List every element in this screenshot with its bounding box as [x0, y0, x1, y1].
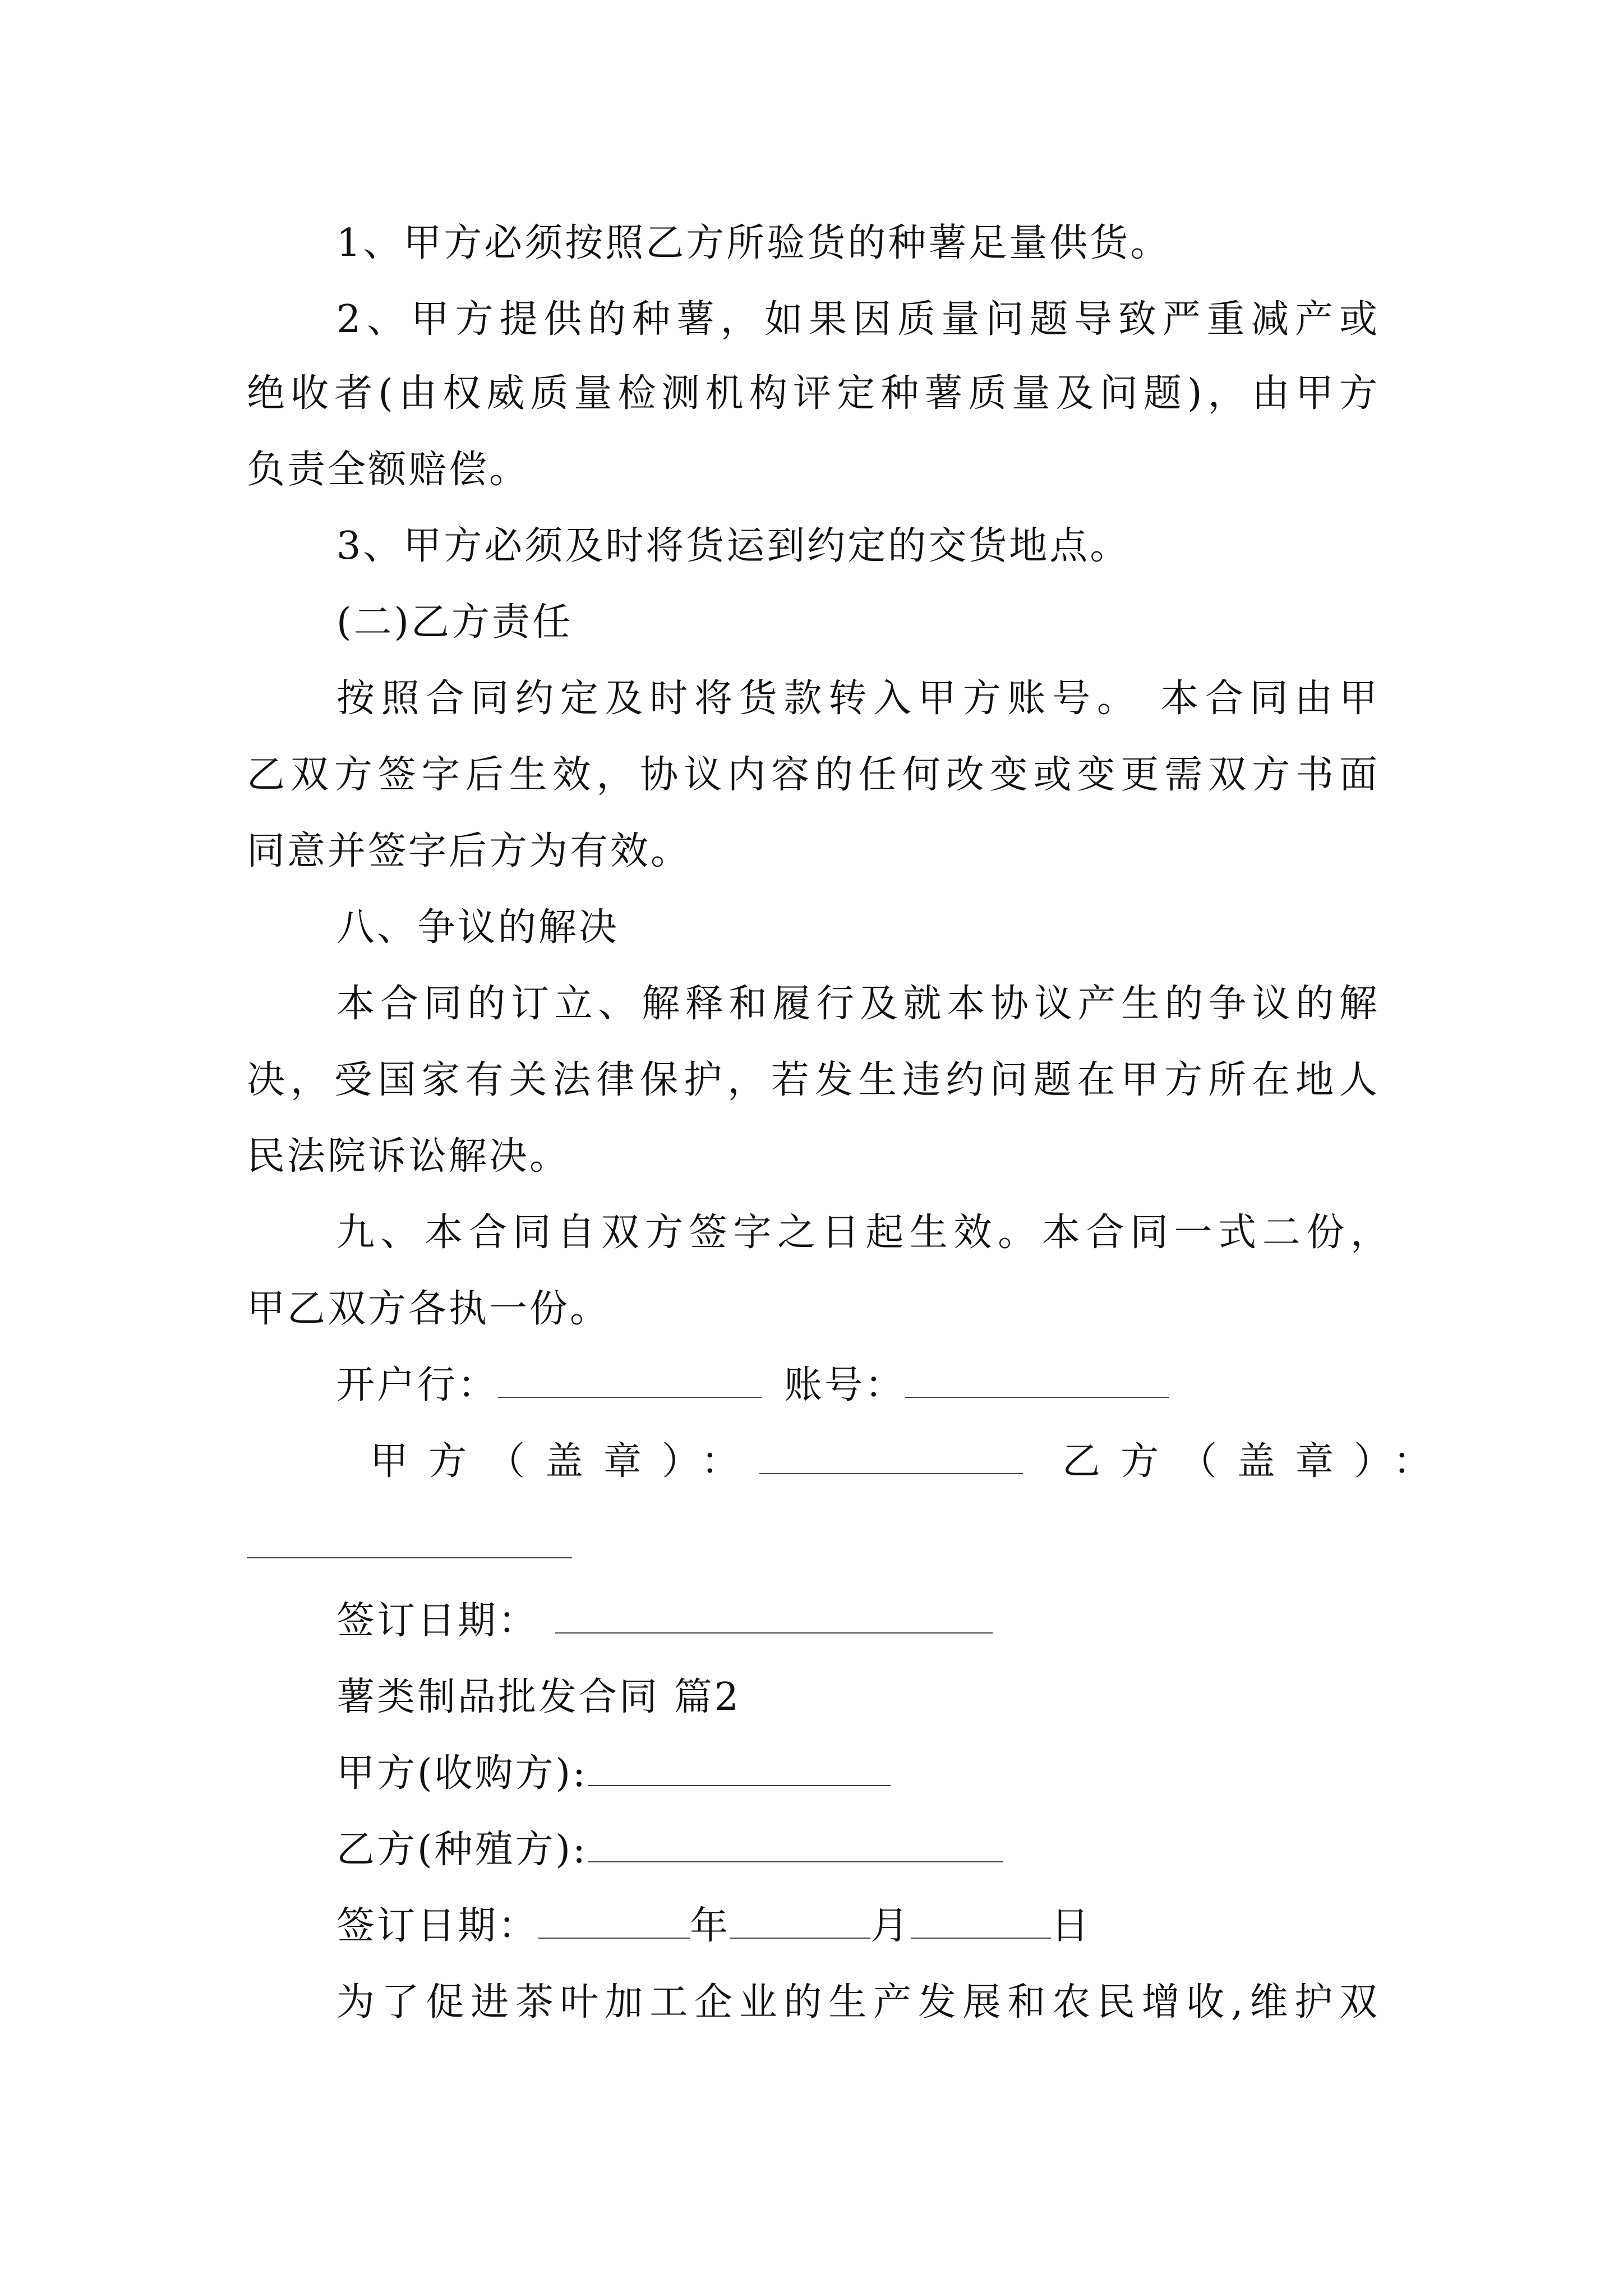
month-blank [730, 1903, 870, 1939]
year-label: 年 [690, 1904, 731, 1948]
bank-row [336, 1358, 1169, 1414]
bank-label: 开户行： [336, 1363, 499, 1407]
clause-3: 3、甲方必须及时将货运到约定的交货地点。 [336, 524, 1131, 568]
party-b-seal-blank [247, 1557, 572, 1558]
grower-label: 乙方(种殖方): [336, 1828, 588, 1872]
sign-date-blank [555, 1598, 993, 1634]
year-blank [538, 1903, 690, 1939]
section-title-2: 薯类制品批发合同 篇2 [336, 1675, 741, 1719]
heading-dispute: 八、争议的解决 [336, 905, 620, 950]
sign-date-row-2 [336, 1898, 1091, 1954]
clause-2-line-3: 负责全额赔偿。 [247, 448, 530, 492]
account-label: 账号： [784, 1363, 906, 1407]
clause-2-line-2: 绝收者(由权威质量检测机构评定种薯质量及问题)，由甲方 [247, 371, 1380, 416]
party-b-line-1: 按照合同约定及时将货款转入甲方账号。 本合同由甲 [336, 677, 1380, 721]
buyer-label: 甲方(收购方): [336, 1751, 588, 1796]
sign-date-label: 签订日期： [336, 1599, 539, 1643]
clause-2-line-1: 2、甲方提供的种薯，如果因质量问题导致严重减产或 [336, 297, 1380, 342]
party-a-seal-blank [759, 1438, 1023, 1474]
dispute-line-3: 民法院诉讼解决。 [247, 1134, 570, 1179]
dispute-line-1: 本合同的订立、解释和履行及就本协议产生的争议的解 [336, 982, 1380, 1026]
day-label: 日 [1051, 1904, 1092, 1948]
grower-blank [588, 1826, 1003, 1862]
clause-9-line-1: 九、本合同自双方签字之日起生效。本合同一式二份， [336, 1211, 1391, 1255]
dispute-line-2: 决，受国家有关法律保护，若发生违约问题在甲方所在地人 [247, 1058, 1380, 1102]
intro-line-1: 为了促进茶叶加工企业的生产发展和农民增收,维护双 [336, 1980, 1380, 2024]
heading-party-b-duty: (二)乙方责任 [336, 600, 573, 645]
buyer-row [336, 1746, 891, 1802]
month-label: 月 [870, 1904, 911, 1948]
clause-9-line-2: 甲乙双方各执一份。 [247, 1287, 611, 1331]
account-blank [905, 1362, 1169, 1398]
grower-row [336, 1822, 1003, 1878]
party-b-line-3: 同意并签字后方为有效。 [247, 829, 691, 873]
party-b-line-2: 乙双方签字后生效，协议内容的任何改变或变更需双方书面 [247, 753, 1380, 797]
day-blank [911, 1903, 1051, 1939]
party-a-seal-label: 甲方（盖章）： [370, 1439, 760, 1484]
clause-1: 1、甲方必须按照乙方所验货的种薯足量供货。 [336, 221, 1171, 265]
seal-row [370, 1434, 1451, 1490]
sign-date-label-2: 签订日期： [336, 1904, 539, 1948]
sign-date-row [336, 1593, 993, 1649]
buyer-blank [588, 1750, 891, 1786]
party-b-seal-label: 乙方（盖章）： [1062, 1439, 1452, 1484]
bank-blank [498, 1362, 762, 1398]
